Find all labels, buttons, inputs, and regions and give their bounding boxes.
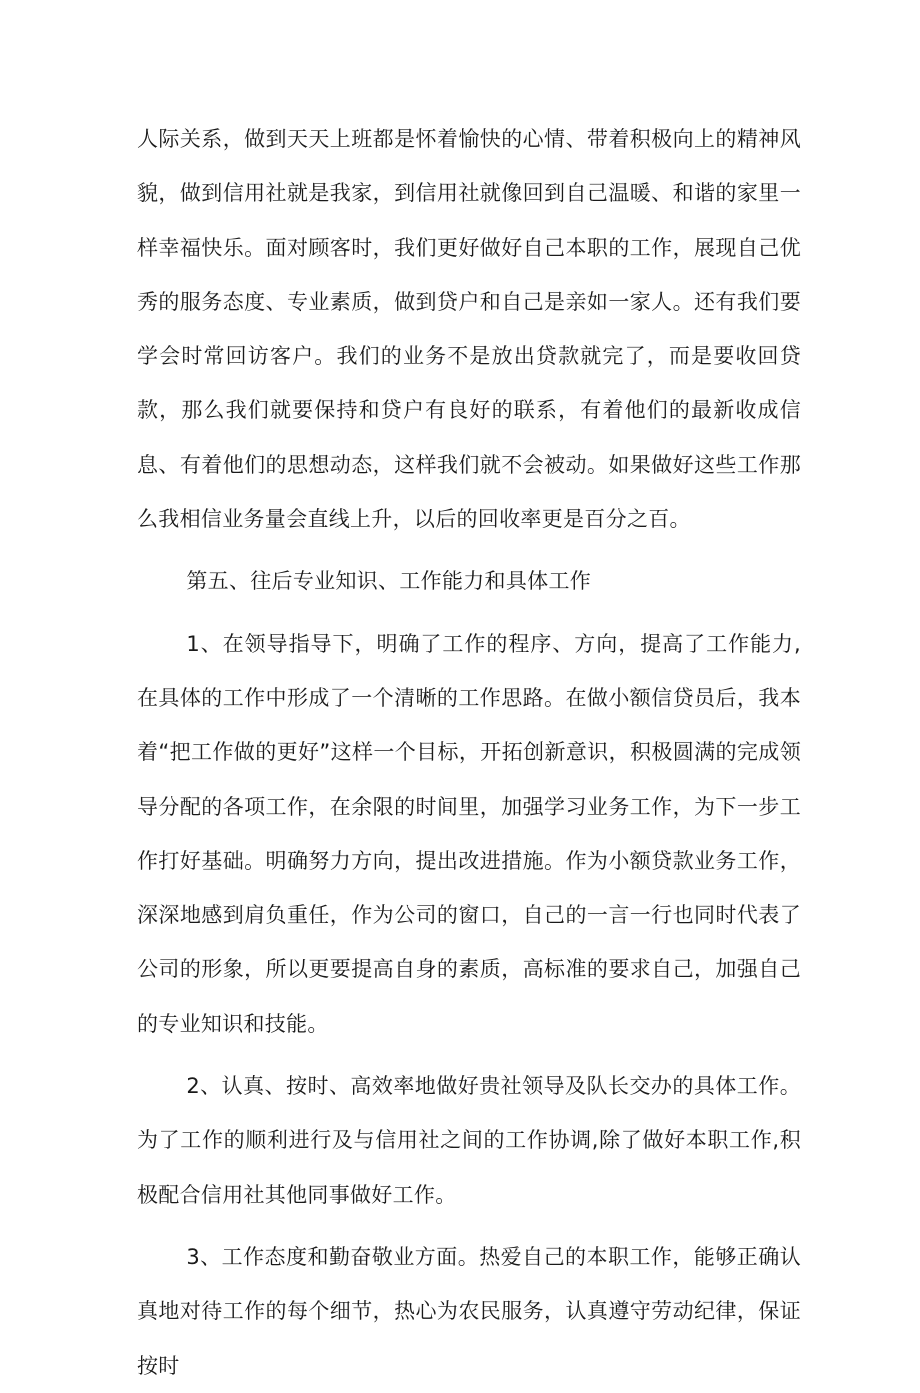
paragraph-continuation: 人际关系，做到天天上班都是怀着愉快的心情、带着积极向上的精神风貌，做到信用社就是我家，到信用社就像回到自己温暖、和谐的家里一样幸福快乐。面对顾客时，我们更好做好自己本职的工作，展现自己优秀的服务态度、专业素质，做到贷户和自己是亲如一家人。还有我们要学会时常回访客户。我们的业务不是放出贷款就完了，而是要收回贷款，那么我们就要保持和贷户有良好的联系，有着他们的最新收成信息、有着他们的思想动态，这样我们就不会被动。如果做好这些工作那么我相信业务量会直线上升，以后的回收率更是百分之百。 — [137, 127, 801, 532]
paragraph-item-2: 2、认真、按时、高效率地做好贵社领导及队长交办的具体工作。为了工作的顺利进行及与信用社之间的工作协调,除了做好本职工作,积极配合信用社其他同事做好工作。 — [137, 1074, 801, 1207]
paragraph-item-1: 1、在领导指导下，明确了工作的程序、方向，提高了工作能力,在具体的工作中形成了一个清晰的工作思路。在做小额信贷员后，我本着“把工作做的更好”这样一个目标，开拓创新意识，积极圆满的完成领导分配的各项工作，在余限的时间里，加强学习业务工作，为下一步工作打好基础。明确努力方向，提出改进措施。作为小额贷款业务工作，深深地感到肩负重任，作为公司的窗口，自己的一言一行也同时代表了公司的形象，所以更要提高自身的素质，高标准的要求自己，加强自己的专业知识和技能。 — [137, 631, 801, 1036]
section-heading: 第五、往后专业知识、工作能力和具体工作 — [186, 569, 592, 594]
paragraph-item-3: 3、工作态度和勤奋敬业方面。热爱自己的本职工作，能够正确认真地对待工作的每个细节，热心为农民服务，认真遵守劳动纪律，保证按时 — [137, 1244, 801, 1378]
document-body — [137, 112, 801, 1393]
